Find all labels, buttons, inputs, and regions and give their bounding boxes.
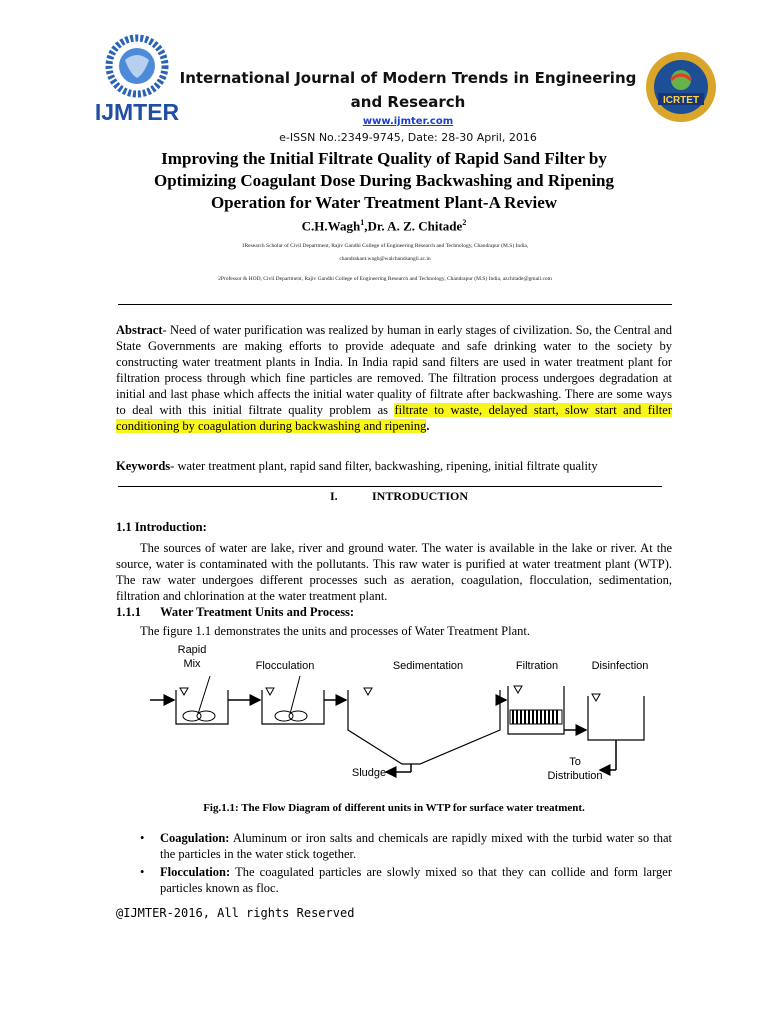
subsubsection-heading	[116, 605, 354, 620]
title-line-3: Operation for Water Treatment Plant-A Review	[210, 193, 558, 212]
subsubsection-number: 1.1.1	[116, 605, 141, 619]
journal-header	[178, 66, 638, 145]
bullet-list	[140, 830, 672, 898]
abstract	[116, 322, 672, 434]
label-disinfection: Disinfection	[591, 660, 649, 672]
abstract-text: - Need of water purification was realized by human in early stages of civilization. So, the Central and State Governments are making efforts to provide adequate and safe drinking water to the society by constructing water treatment plants in India. In India rapid sand filters are used in water treatment plant for filtration process through which fine particles are removed. The filtration process undergoes degradation at initial and last phase which affects the initial water quality of filtrate after backwashing. There are some ways to deal with this initial filtrate quality problem as	[116, 323, 672, 417]
journal-issn: e-ISSN No.:2349-9745, Date: 28-30 April, 2016	[279, 131, 537, 144]
journal-name-line1: International Journal of Modern Trends in Engineering	[179, 69, 637, 87]
copyright-footer: @IJMTER-2016, All rights Reserved	[116, 906, 355, 920]
label-to: To	[569, 756, 581, 768]
seal-text: ICRTET	[662, 95, 700, 106]
keywords-divider	[118, 486, 662, 487]
section-number: I.	[330, 489, 338, 503]
bullet-icon: •	[140, 831, 145, 845]
list-item	[140, 830, 672, 862]
subsection-heading-intro: 1.1 Introduction:	[116, 520, 207, 534]
keywords-label: Keywords	[116, 459, 171, 473]
icrtet-seal	[644, 50, 718, 124]
label-filtration: Filtration	[515, 660, 559, 672]
flocculation-tank	[262, 676, 324, 724]
author-1-email[interactable]: chandrakant.wagh@walchandsangli.ac.in	[339, 256, 431, 262]
subsubsection-title: Water Treatment Units and Process:	[160, 605, 355, 619]
label-distribution: Distribution	[547, 770, 603, 782]
sedimentation-tank	[348, 688, 500, 764]
bullet-text: The coagulated particles are slowly mixed so that they can collide and form larger particles known as floc.	[160, 865, 672, 895]
author-2: Dr. A. Z. Chitade	[367, 218, 463, 234]
label-sedimentation: Sedimentation	[392, 660, 464, 672]
abstract-label: Abstract	[116, 323, 163, 337]
keywords-text: - water treatment plant, rapid sand filter, backwashing, ripening, initial filtrate quality	[170, 459, 598, 473]
author-separator: ,	[364, 218, 368, 234]
bullet-icon: •	[140, 865, 145, 879]
paper-title	[120, 148, 648, 214]
abstract-highlight: filtrate to waste, delayed start, slow start and filter conditioning by coagulation during backwashing and ripening	[116, 403, 672, 433]
keywords	[116, 458, 672, 474]
figure-intro-text: The figure 1.1 demonstrates the units and processes of Water Treatment Plant.	[140, 624, 530, 638]
section-title: INTRODUCTION	[372, 489, 469, 503]
author-1: C.H.Wagh	[301, 218, 361, 234]
bullet-label: Coagulation:	[160, 831, 230, 845]
author-2-sup: 2	[462, 218, 467, 227]
rapid-mix-tank	[176, 676, 228, 724]
author-1-sup: 1	[360, 218, 365, 227]
abstract-end: .	[426, 419, 430, 433]
label-sludge: Sludge	[351, 767, 387, 779]
bullet-label: Flocculation:	[160, 865, 231, 879]
title-line-2: Optimizing Coagulant Dose During Backwashing and Ripening	[153, 171, 615, 190]
label-rapid: Rapid	[177, 644, 207, 656]
logo-text: IJMTER	[94, 99, 180, 125]
journal-name-line2: and Research	[350, 93, 466, 111]
rapid-sand-filter	[508, 686, 564, 734]
affiliation-2: 2Professor & HOD, Civil Department, Rajiv Gandhi College of Engineering Research and Technology, Chandrapur (M.S) India, azchitade@gmail.com	[218, 276, 552, 282]
bullet-text: Aluminum or iron salts and chemicals are rapidly mixed with the turbid water so that the particles in the water stick together.	[160, 831, 672, 861]
title-line-1: Improving the Initial Filtrate Quality of Rapid Sand Filter by	[161, 149, 607, 168]
list-item	[140, 864, 672, 896]
wtp-flow-diagram	[140, 640, 660, 790]
journal-url-link[interactable]: www.ijmter.com	[362, 116, 454, 127]
disinfection-tank	[588, 694, 644, 740]
intro-paragraph: The sources of water are lake, river and ground water. The water is available in the lake or river. At the source, water is contaminated with the pollutants. This raw water is purified at water treatment plant (WTP). The raw water undergoes different processes such as aeration, coagulation, flocculation, sedimentation, filtration and chlorination at the water treatment plant.	[116, 541, 672, 603]
label-mix: Mix	[183, 658, 201, 670]
figure-caption: Fig.1.1: The Flow Diagram of different units in WTP for surface water treatment.	[203, 802, 585, 814]
label-flocculation: Flocculation	[255, 660, 315, 672]
authors	[120, 218, 648, 234]
ijmter-logo	[92, 30, 182, 126]
header-divider	[118, 304, 672, 305]
affiliation-1: 1Research Scholar of Civil Department, Rajiv Gandhi College of Engineering Research and Technology, Chandrapur (M.S) India,	[241, 243, 529, 249]
